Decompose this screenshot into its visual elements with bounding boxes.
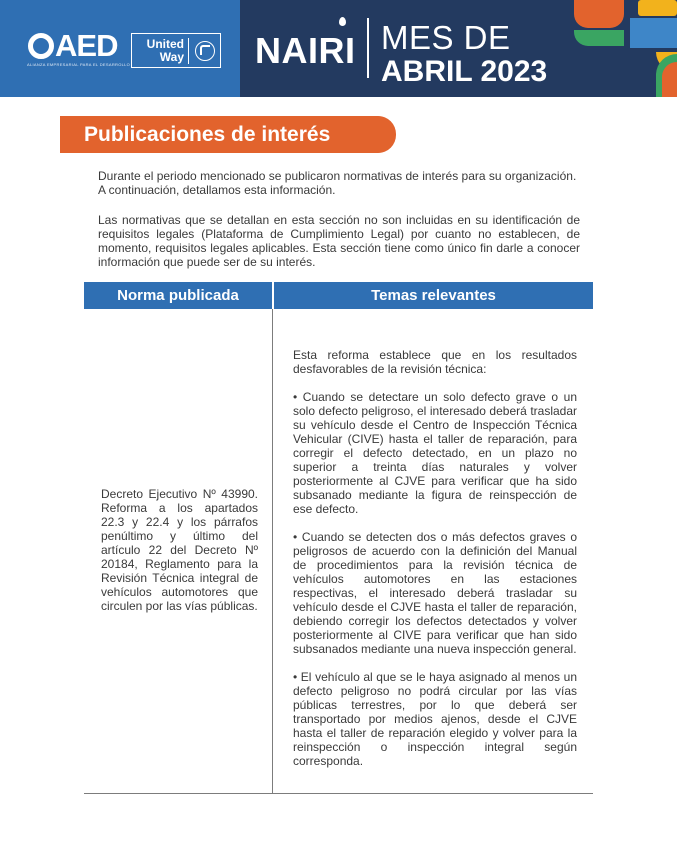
aed-logo-text: AED — [55, 28, 118, 63]
header-divider — [367, 18, 369, 78]
temas-bullet-1: • Cuando se detectare un solo defecto grave o un solo defecto peligroso, el interesado deberá trasladar su vehículo desde el Centro de Inspección Técnica Vehicular (CIVE) hasta el taller de reparación, para corregir el defecto detectado, en un plazo no superior a treinta días naturales y volver posteriormente al CJVE para verificar que ha sido subsanado mediante la figura de reinspección de ese defecto. — [293, 390, 577, 516]
temas-intro: Esta reforma establece que en los resultados desfavorables de la revisión técnica: — [293, 348, 577, 376]
temas-cell — [293, 348, 577, 782]
table-bottom-rule — [84, 793, 593, 794]
column-divider — [272, 309, 273, 793]
aed-logo — [28, 30, 117, 62]
intro-paragraph: Durante el periodo mencionado se publicaron normativas de interés para su organización. A continuación, detallamos esta información. — [98, 169, 577, 197]
temas-bullet-2: • Cuando se detecten dos o más defectos graves o peligrosos de acuerdo con la definición del Manual de procedimientos para la revisión técnica de vehículos automotores en las estaciones respectivas, el interesado deberá trasladar su vehículo desde el CJVE hasta el taller de reparación, debiendo corregir los defectos detectados y volver posteriormente al CIVE para verificar que han sido subsanados mediante una nueva inspección general. — [293, 530, 577, 656]
aed-tagline: ALIANZA EMPRESARIAL PARA EL DESARROLLO — [27, 62, 131, 67]
nairi-brand: NAIRI — [255, 30, 356, 71]
united-way-text: United Way — [146, 36, 184, 64]
page-header — [0, 0, 677, 97]
column-header-norma: Norma publicada — [84, 282, 272, 309]
united-way-divider — [188, 38, 189, 64]
united-way-emblem-icon — [195, 41, 215, 61]
disclaimer-paragraph: Las normativas que se detallan en esta sección no son incluidas en su identificación de requisitos legales (Plataforma de Cumplimiento Legal) por cuanto no establecen, de momento, requisitos legales aplicables. Esta sección tiene como único fin darle a conocer información que puede ser de su interés. — [98, 213, 580, 269]
month-label: MES DE — [381, 19, 511, 56]
norma-cell: Decreto Ejecutivo Nº 43990. Reforma a los apartados 22.3 y 22.4 y los párrafos penúltimo y último del artículo 22 del Decreto Nº 20184, Reglamento para la Revisión Técnica integral de vehículos automotores que circulen por las vías públicas. — [101, 487, 258, 613]
column-header-temas: Temas relevantes — [274, 282, 593, 309]
drop-icon — [339, 17, 346, 26]
decorative-shapes — [568, 0, 677, 97]
section-title: Publicaciones de interés — [60, 116, 396, 153]
aed-ring-icon — [28, 33, 54, 59]
month-year-label: ABRIL 2023 — [381, 55, 548, 88]
temas-bullet-3: • El vehículo al que se le haya asignado al menos un defecto peligroso no podrá circular por las vías públicas terrestres, por lo que deberá ser transportado por medios ajenos, desde el CJVE hasta el taller de reparación elegido y volver para la reinspección o inspección integral según corresponda. — [293, 670, 577, 768]
united-way-logo — [131, 33, 221, 68]
